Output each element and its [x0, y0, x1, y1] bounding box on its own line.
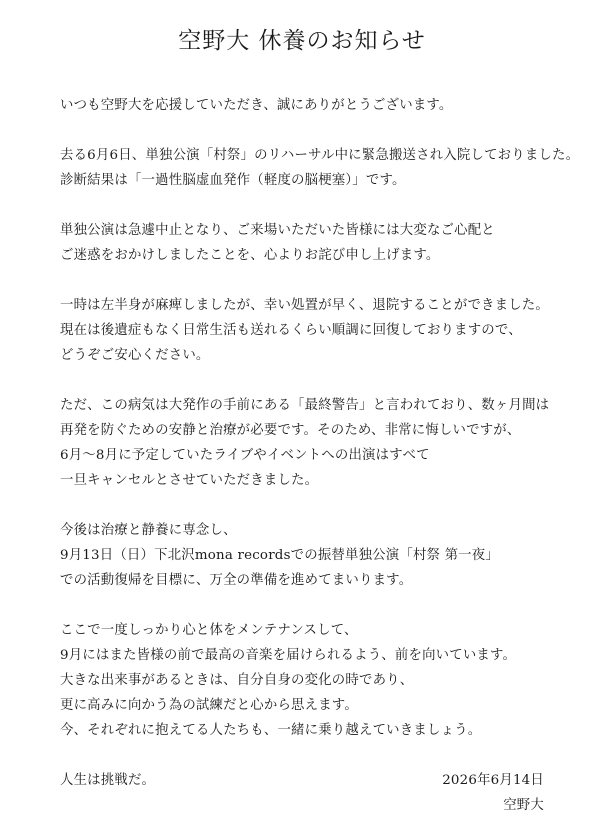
signature-date: 2026年6月14日 [442, 773, 544, 788]
page-title: 空野大 休養のお知らせ [178, 28, 426, 54]
text-line: 9月13日（日）下北沢mona recordsでの振替単独公演「村祭 第一夜」 [60, 548, 499, 563]
text-line: 去る6月6日、単独公演「村祭」のリハーサル中に緊急搬送され入院しておりました。 [60, 148, 580, 163]
paragraph-return-plan [60, 518, 580, 593]
text-line: いつも空野大を応援していただき、誠にありがとうございます。 [60, 98, 453, 113]
text-line: ここで一度しっかり心と体をメンテナンスして、 [60, 623, 358, 638]
text-line: 現在は後遺症もなく日常生活も送れるくらい順調に回復しておりますので、 [60, 323, 522, 338]
text-line: ただ、この病気は大発作の手前にある「最終警告」と言われており、数ヶ月間は [60, 398, 550, 413]
signature-block [442, 768, 544, 818]
paragraph-hospitalization [60, 143, 580, 193]
notice-body [60, 93, 580, 818]
text-line: ご迷惑をおかけしましたことを、心よりお詫び申し上げます。 [60, 248, 440, 263]
text-line: 更に高みに向かう為の試練だと心から思えます。 [60, 698, 358, 713]
text-line: 9月にはまた皆様の前で最高の音楽を届けられるよう、前を向いています。 [60, 648, 517, 663]
text-line: 一旦キャンセルとさせていただきました。 [60, 473, 319, 488]
paragraph-recovery [60, 293, 580, 368]
text-line: どうぞご安心ください。 [60, 348, 210, 363]
paragraph-greeting [60, 93, 580, 118]
text-line: 単独公演は急遽中止となり、ご来場いただいた皆様には大変なご心配と [60, 223, 495, 238]
signature-name: 空野大 [503, 798, 544, 813]
text-line: 一時は左半身が麻痺しましたが、幸い処置が早く、退院することができました。 [60, 298, 549, 313]
text-line: 今後は治療と静養に専念し、 [60, 523, 237, 538]
paragraph-apology [60, 218, 580, 268]
paragraph-cancellation [60, 393, 580, 493]
text-line: での活動復帰を目標に、万全の準備を進めてまいります。 [60, 573, 413, 588]
text-line: 今、それぞれに抱えてる人たちも、一緒に乗り越えていきましょう。 [60, 723, 482, 738]
text-line: 大きな出来事があるときは、自分自身の変化の時であり、 [60, 673, 414, 688]
text-line: 6月〜8月に予定していたライブやイベントへの出演はすべて [60, 448, 430, 463]
text-line: 再発を防ぐための安静と治療が必要です。そのため、非常に悔しいですが、 [60, 423, 521, 438]
text-line: 人生は挑戦だ。 [60, 773, 156, 788]
paragraph-message [60, 618, 580, 743]
text-line: 診断結果は「一過性脳虚血発作（軽度の脳梗塞）」です。 [60, 173, 406, 188]
